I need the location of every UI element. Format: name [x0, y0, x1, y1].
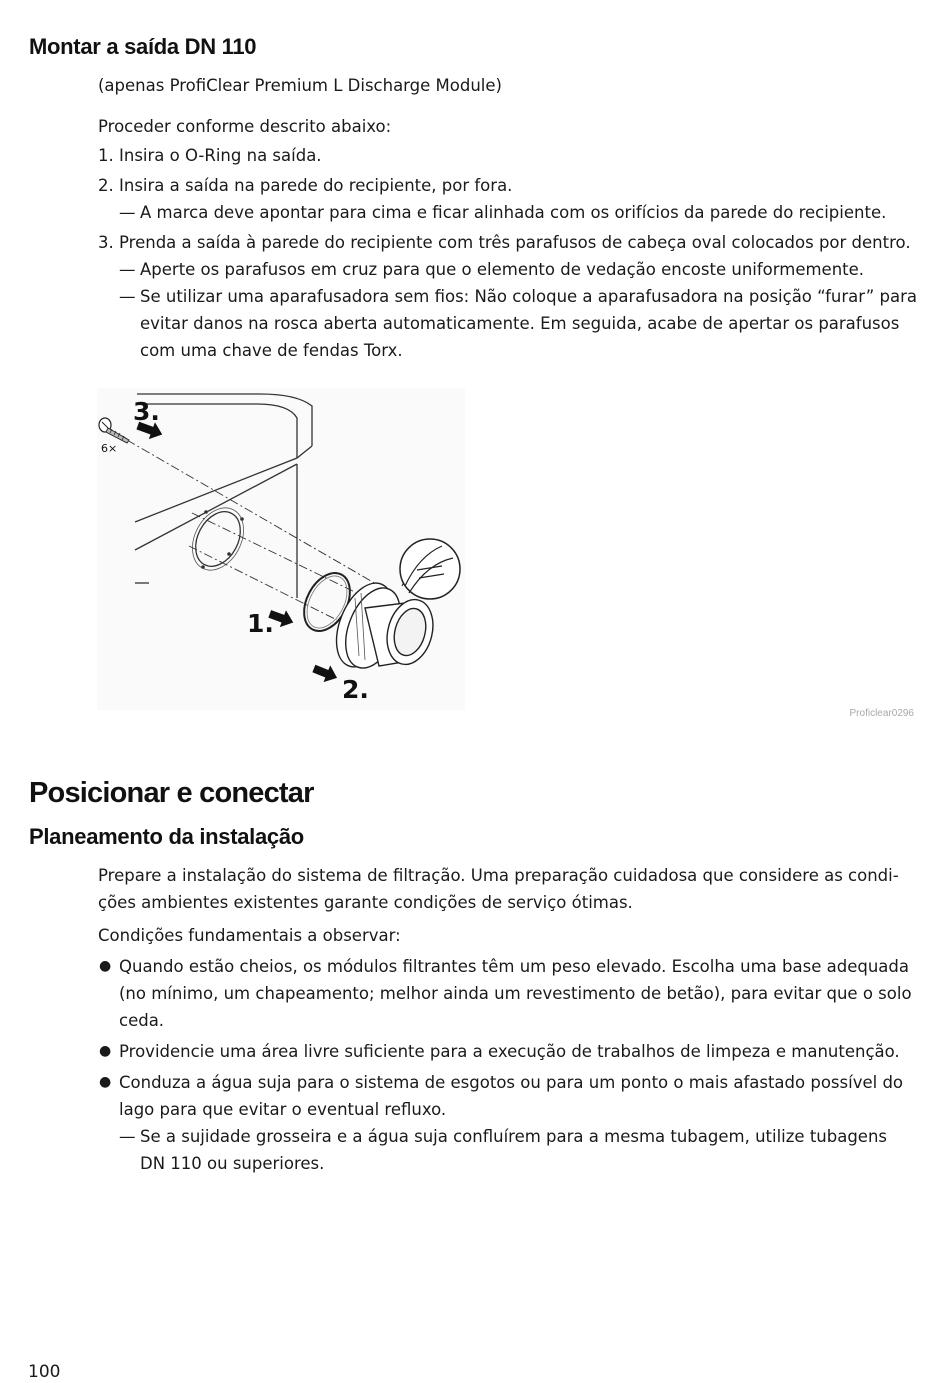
step-text: Insira a saída na parede do recipiente, por fora.	[119, 176, 513, 195]
step-number: 2.	[98, 176, 114, 195]
sub-item-text: com uma chave de fendas Torx.	[140, 341, 403, 360]
bullet-text: Quando estão cheios, os módulos filtrantes têm um peso elevado. Escolha uma base adequada	[119, 957, 909, 976]
bullet-text: ceda.	[119, 1011, 165, 1030]
screw-count-label: 6×	[101, 442, 118, 455]
step-number: 1.	[98, 146, 114, 165]
sub-item-text: Se utilizar uma aparafusadora sem fios: Não coloque a aparafusadora na posição “furar” para	[140, 287, 918, 306]
section-title-mount-outlet: Montar a saída DN 110	[29, 34, 257, 59]
product-note: (apenas ProfiClear Premium L Discharge Module)	[98, 76, 502, 95]
step1-label: 1.	[247, 609, 274, 638]
bullet-marker: ●	[99, 1074, 112, 1090]
step2-label: 2.	[342, 675, 369, 704]
sub-item-text: evitar danos na rosca aberta automaticamente. Em seguida, acabe de apertar os parafusos	[140, 314, 900, 333]
procedure-intro: Proceder conforme descrito abaixo:	[98, 117, 392, 136]
bullet-text: Providencie uma área livre suficiente para a execução de trabalhos de limpeza e manutenção.	[119, 1042, 900, 1061]
bullet-text: lago para que evitar o eventual refluxo.	[119, 1100, 447, 1119]
sub-item-dash: —	[119, 1127, 136, 1146]
sub-item-text: DN 110 ou superiores.	[140, 1154, 325, 1173]
sub-item-text: A marca deve apontar para cima e ficar alinhada com os orifícios da parede do recipiente.	[140, 203, 887, 222]
subsection-title-planning: Planeamento da instalação	[29, 824, 304, 849]
bullet-text: Conduza a água suja para o sistema de esgotos ou para um ponto o mais afastado possível do	[119, 1073, 904, 1092]
sub-item-dash: —	[119, 287, 136, 306]
conditions-label: Condições fundamentais a observar:	[98, 926, 401, 945]
outlet-assembly-illustration	[97, 388, 465, 710]
sub-item-text: Aperte os parafusos em cruz para que o elemento de vedação encoste uniformemente.	[140, 260, 865, 279]
step-text: Prenda a saída à parede do recipiente com três parafusos de cabeça oval colocados por dentro.	[119, 233, 911, 252]
bullet-text: (no mínimo, um chapeamento; melhor ainda um revestimento de betão), para evitar que o solo	[119, 984, 912, 1003]
figure-caption: Proficlear0296	[849, 708, 914, 719]
bullet-marker: ●	[99, 1043, 112, 1059]
bullet-marker: ●	[99, 958, 112, 974]
paragraph-line: Prepare a instalação do sistema de filtração. Uma preparação cuidadosa que considere as condi-	[98, 866, 899, 885]
step3-label: 3.	[133, 397, 160, 426]
sub-item-dash: —	[119, 260, 136, 279]
section-title-position-connect: Posicionar e conectar	[29, 777, 314, 809]
sub-item-dash: —	[119, 203, 136, 222]
step-text: Insira o O-Ring na saída.	[119, 146, 322, 165]
sub-item-text: Se a sujidade grosseira e a água suja confluírem para a mesma tubagem, utilize tubagens	[140, 1127, 888, 1146]
step-number: 3.	[98, 233, 114, 252]
outlet-assembly-drawing	[97, 388, 465, 710]
page-number: 100	[28, 1362, 61, 1382]
paragraph-line: ções ambientes existentes garante condições de serviço ótimas.	[98, 893, 633, 912]
